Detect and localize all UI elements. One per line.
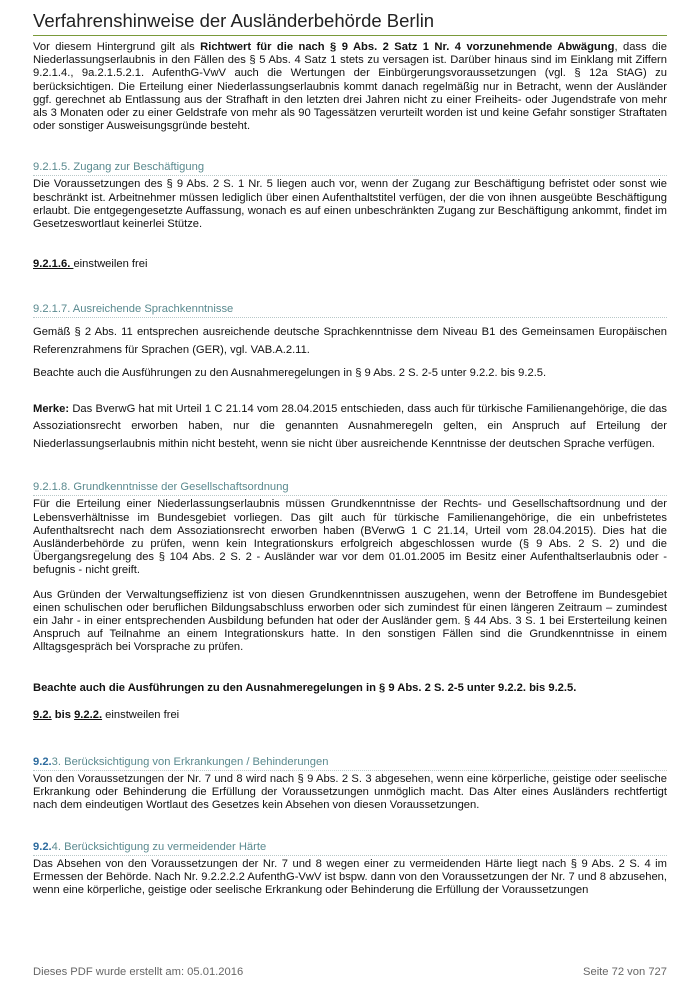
- heading-9-2-3: [33, 755, 667, 771]
- document-header: [33, 10, 667, 36]
- section-range-word: bis: [51, 708, 75, 721]
- paragraph-9-2-1-7-b: Beachte auch die Ausführungen zu den Ausnahmeregelungen in § 9 Abs. 2 S. 2-5 unter 9.2.2. bis 9.2.5.: [33, 367, 547, 380]
- document-title: Verfahrenshinweise der Ausländerbehörde Berlin: [33, 10, 435, 31]
- merke-note: [33, 401, 667, 454]
- section-text: einstweilen frei: [102, 708, 180, 721]
- heading-9-2-1-7: 9.2.1.7. Ausreichende Sprachkenntnisse: [33, 302, 667, 318]
- heading-text: 4. Berücksichtigung zu vermeidender Härte: [51, 840, 267, 853]
- footer-page-number: Seite 72 von 727: [583, 966, 667, 978]
- heading-9-2-1-8: 9.2.1.8. Grundkenntnisse der Gesellschaftsordnung: [33, 480, 667, 496]
- merke-label: Merke:: [33, 402, 70, 415]
- heading-9-2-1-5: 9.2.1.5. Zugang zur Beschäftigung: [33, 160, 667, 176]
- paragraph-9-2-1-7-a: Gemäß § 2 Abs. 11 entsprechen ausreichende deutsche Sprachkenntnisse dem Niveau B1 des Gemeinsamen Europäischen Referenzrahmens für Sprachen (GER), vgl. VAB.A.2.11.: [33, 326, 667, 356]
- heading-number: 9.2.: [33, 840, 52, 853]
- section-number-end: 9.2.2.: [74, 708, 103, 721]
- heading-number: 9.2.: [33, 756, 52, 769]
- heading-9-2-4: [33, 840, 667, 856]
- intro-text-2: , dass die Niederlassungserlaubnis in den Fällen des § 5 Abs. 4 Satz 1 stets zu versagen ist. Darüber hinaus sind im Einklang mit Ziffern 9.2.1.4., 9a.2.1.5.2.1. AufenthG-VwV auch die Wertungen der Einbürgerungsvoraussetzungen (vgl. § 12a StAG) zu berücksichtigen. Die Erteilung einer Niederlassungserlaubnis kommt danach regelmäßig nur in Betracht, wenn der Ausländer ggf. gerechnet ab Entlassung aus der Strafhaft in den letzten drei Jahren nicht zu einer Freiheits- oder Jugendstrafe von mehr als 3 Monaten oder zu einer Geldstrafe von mehr als 90 Tagessätzen verurteilt worden ist und keine Gefahr sonstiger Straftaten oder sonstiger Ausweisungsgründe besteht.: [33, 41, 667, 133]
- paragraph-9-2-4: Das Absehen von den Voraussetzungen der Nr. 7 und 8 wegen einer zu vermeidenden Härte liegt nach § 9 Abs. 2 S. 4 im Ermessen der Behörde. Nach Nr. 9.2.2.2.2 AufenthG-VwV ist bspw. dann von den Voraussetzungen der Nr. 7 und 8 abzusehen, wenn eine körperliche, geistige oder seelische Erkrankung oder Behinderung die Erfüllung der Voraussetzungen: [33, 857, 667, 897]
- intro-paragraph: [33, 41, 667, 133]
- paragraph-9-2-1-8-b: Aus Gründen der Verwaltungseffizienz ist von diesen Grundkenntnissen auszugehen, wenn der Betroffene im Bundesgebiet einen schulischen oder beruflichen Bildungsabschluss erworben oder sich zumindest für einen längeren Zeitraum – zumindest ein Jahr - in einer entsprechenden Ausbildung befunden hat oder der Ausländer gem. § 44 Abs. 3 S. 1 bei Ersterteilung keinen Anspruch auf Teilnahme an einem Integrationskurs hatte. In den sonstigen Fällen sind die Grundkenntnisse in einem Alltagsgespräch bei Vorsprache zu prüfen.: [33, 588, 667, 654]
- document-body: [33, 41, 667, 897]
- section-number: 9.2.1.6.: [33, 258, 74, 271]
- paragraph-9-2-3: Von den Voraussetzungen der Nr. 7 und 8 wird nach § 9 Abs. 2 S. 3 abgesehen, wenn eine körperliche, geistige oder seelische Erkrankung oder Behinderung die Erfüllung der Voraussetzungen unmöglich macht. Das Alter eines Ausländers rechtfertigt nach dem eindeutigen Wortlaut des Gesetzes kein Absehen von diesen Voraussetzungen.: [33, 773, 667, 812]
- section-9-2-1-6: [33, 258, 667, 271]
- merke-text: Das BverwG hat mit Urteil 1 C 21.14 vom 28.04.2015 entschieden, dass auch für türkische Familienangehörige, die das Assoziationsrecht erworben haben, nur die genannten Ausnahmeregeln gelten, ein Anspruch auf Erteilung der Niederlassungserlaubnis mithin nicht besteht, wenn sie nicht über ausreichende Kenntnisse der deutschen Sprache verfügen.: [33, 402, 667, 450]
- footer-created-date: Dieses PDF wurde erstellt am: 05.01.2016: [33, 966, 244, 978]
- section-number-start: 9.2.: [33, 708, 52, 721]
- intro-bold-text: Richtwert für die nach § 9 Abs. 2 Satz 1 Nr. 4 vorzunehmende Abwägung: [200, 41, 615, 53]
- paragraph-9-2-1-8-a: Für die Erteilung einer Niederlassungserlaubnis müssen Grundkenntnisse der Rechts- und Gesellschaftsordnung und der Lebensverhältnisse im Bundesgebiet vorliegen. Das gilt auch für türkische Familienangehörige, die ein unbefristetes Aufenthaltsrecht nach dem Assoziationsrecht erworben haben (BVerwG 1 C 21.14, Urteil vom 28.04.2015). Dies hat die Ausländerbehörde zu prüfen, wenn kein Integrationskurs erfolgreich abgeschlossen wurde (§ 9 Abs. 2 S. 2) und die Übergangsregelung des § 104 Abs. 2 S. 2 - Ausländer war vor dem 01.01.2005 im Besitz einer Aufenthaltserlaubnis oder -befugnis - nicht greift.: [33, 498, 667, 577]
- section-9-2-2: [33, 709, 667, 722]
- paragraph-9-2-1-8-c: Beachte auch die Ausführungen zu den Ausnahmeregelungen in § 9 Abs. 2 S. 2-5 unter 9.2.2. bis 9.2.5.: [33, 681, 577, 694]
- heading-text: 3. Berücksichtigung von Erkrankungen / Behinderungen: [51, 756, 329, 769]
- intro-text-1: Vor diesem Hintergrund gilt als: [33, 41, 201, 53]
- paragraph-9-2-1-5: Die Voraussetzungen des § 9 Abs. 2 S. 1 Nr. 5 liegen auch vor, wenn der Zugang zur Beschäftigung befristet oder sonst wie beschränkt ist. Arbeitnehmer müssen lediglich über einen Aufenthaltstitel verfügen, der die von ihnen ausgeübte Beschäftigung erlaubt. Die entgegengesetzte Auffassung, wonach es auf einen unbeschränkten Zugang zur Beschäftigung ankommt, findet im Gesetzeswortlaut keinerlei Stütze.: [33, 178, 667, 231]
- section-text: einstweilen frei: [73, 258, 148, 271]
